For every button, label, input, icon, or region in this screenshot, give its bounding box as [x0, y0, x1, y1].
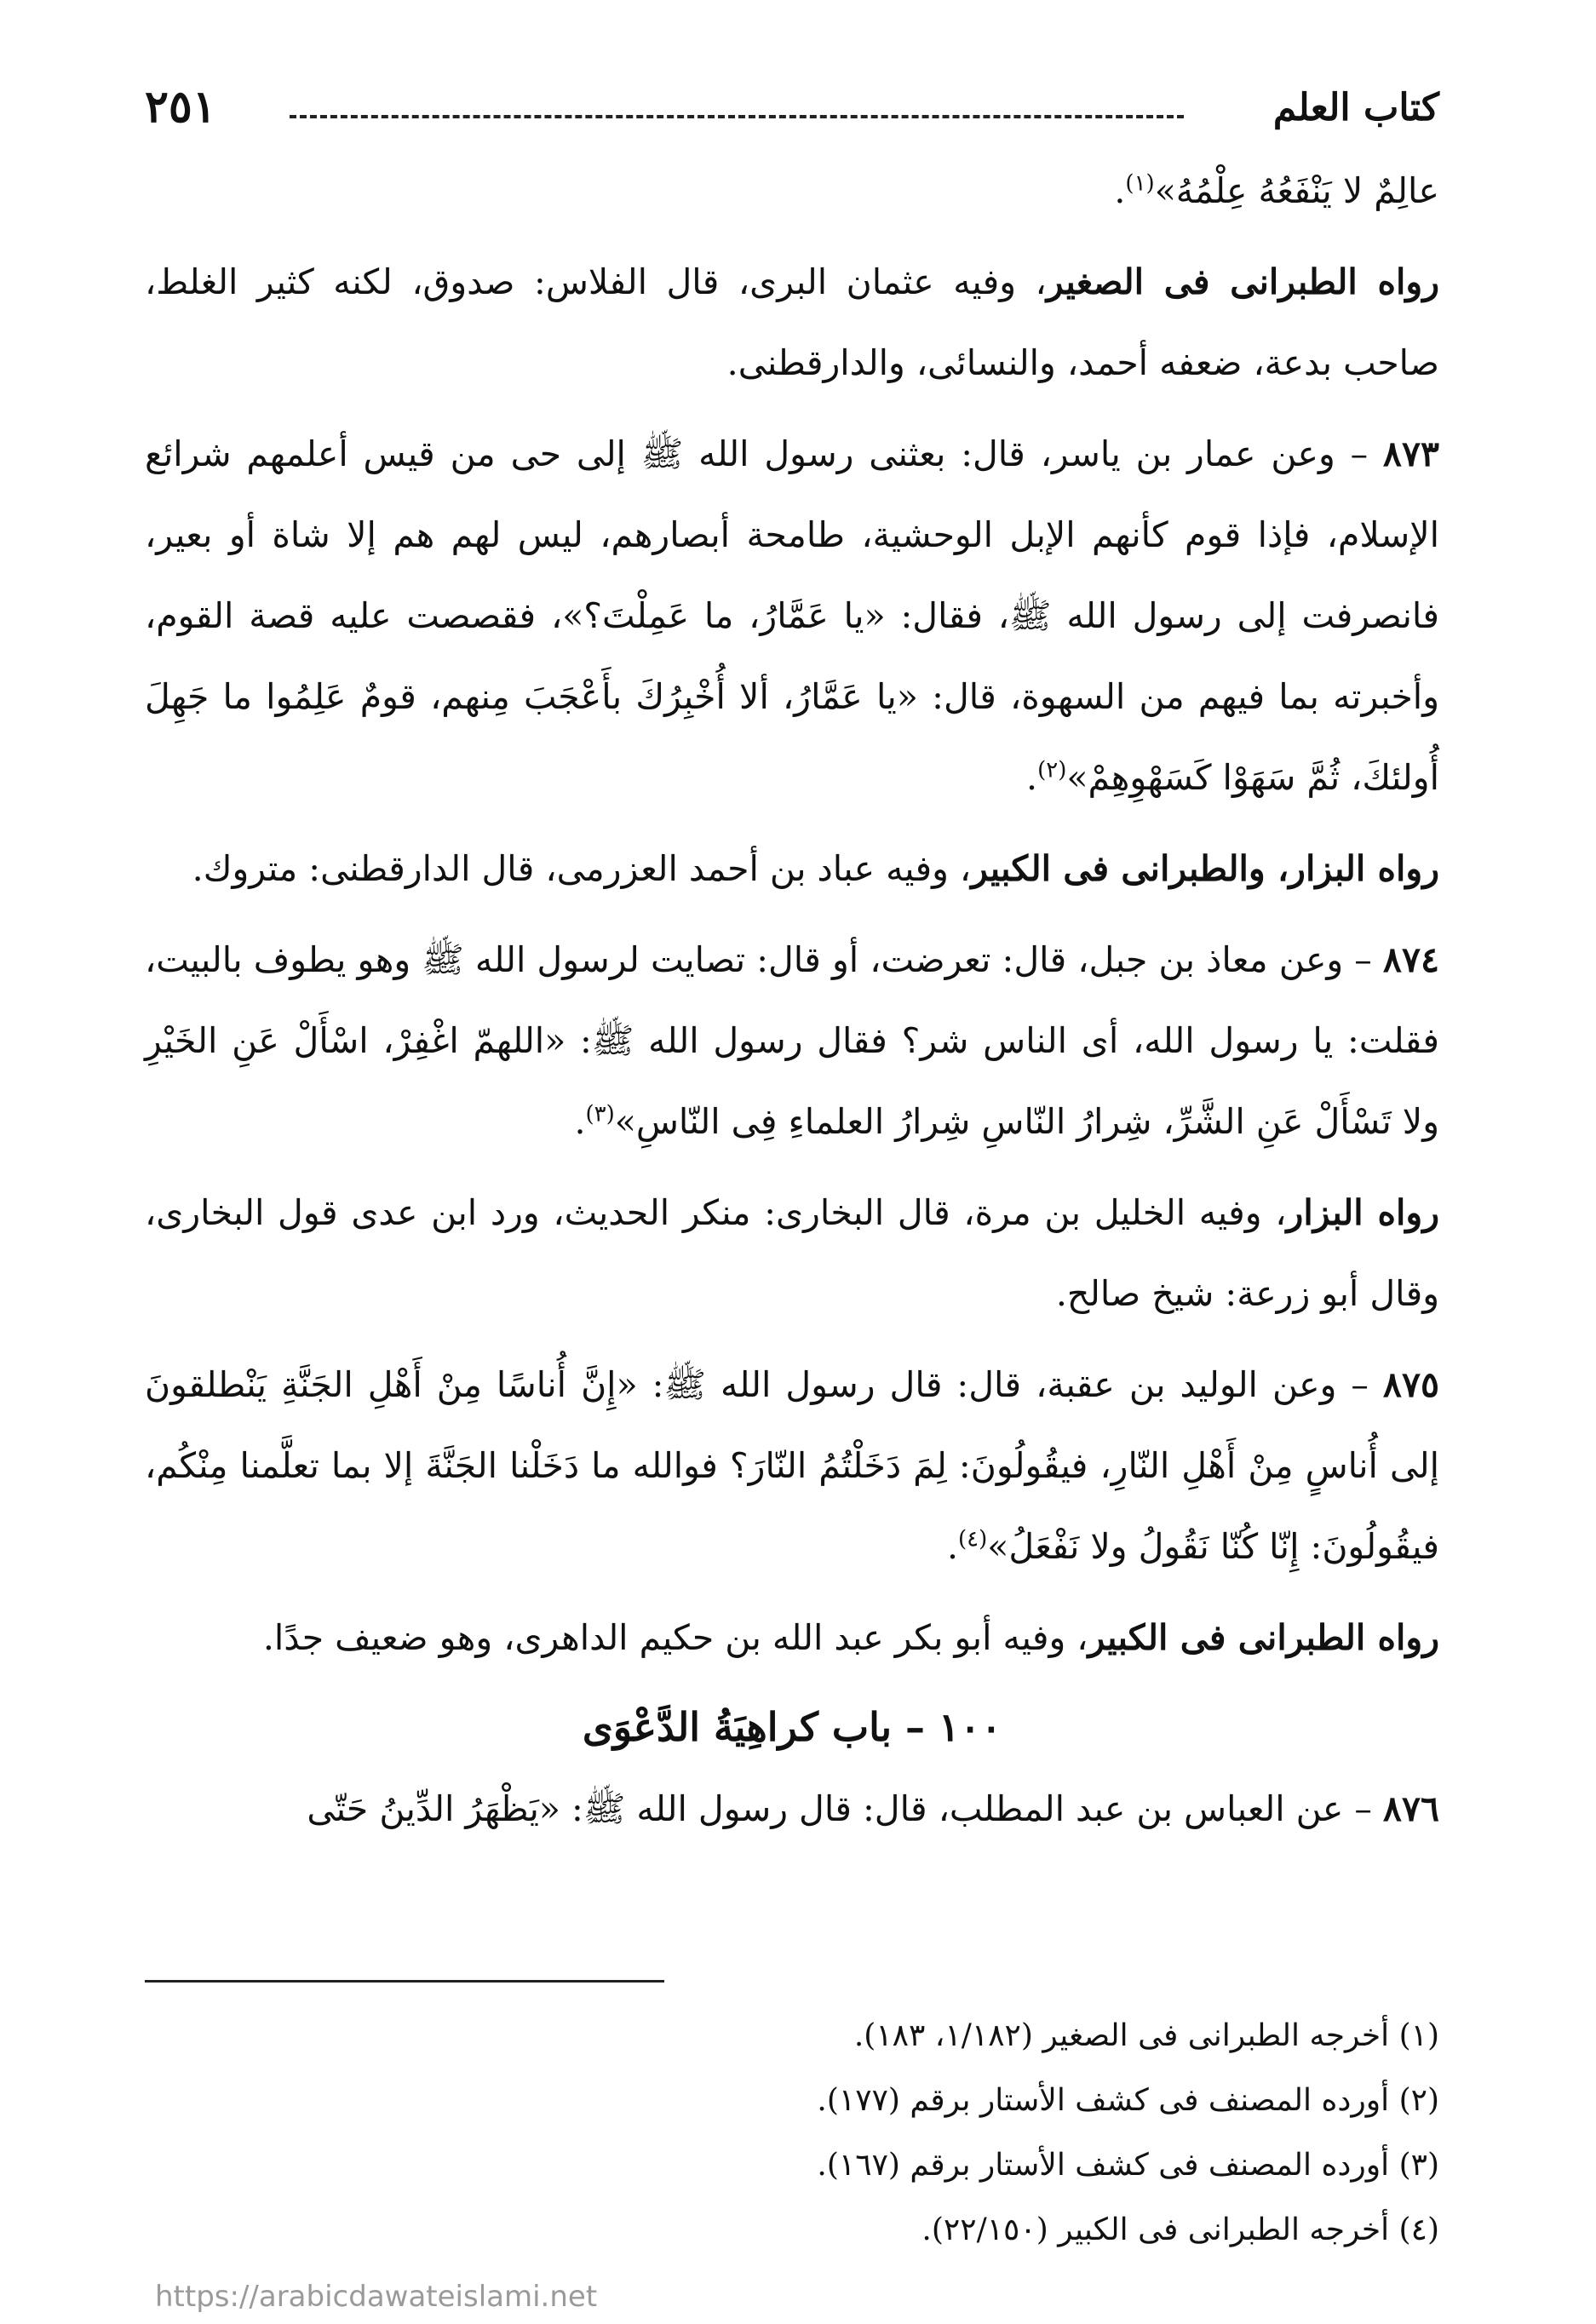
- paragraph: عالِمٌ لا يَنْفَعُهُ عِلْمُهُ»$^{(١)}$.: [1114, 170, 1439, 211]
- footnote-ref: (٢): [1037, 757, 1067, 783]
- footnote: (٤) أخرجه الطبرانى فى الكبير (٢٢/١٥٠).: [921, 2212, 1439, 2247]
- footnotes: [145, 2004, 1439, 2263]
- paragraph: رواه البزار، والطبرانى فى الكبير، وفيه عباد بن أحمد العزرمى، قال الدارقطنى: متروك.: [192, 848, 1439, 889]
- footnote-ref: (٤): [958, 1526, 988, 1552]
- footnote-ref: (١): [1125, 170, 1155, 197]
- source-lead: رواه الطبرانى فى الصغير: [1046, 261, 1440, 302]
- main-text: [145, 151, 1439, 1860]
- source-lead: رواه الطبرانى فى الكبير: [1088, 1617, 1439, 1658]
- footnote: (٢) أورده المصنف فى كشف الأستار برقم (١٧٧).: [817, 2083, 1439, 2118]
- hadith-number: ٨٧٥: [1382, 1364, 1439, 1405]
- footnote: (١) أخرجه الطبرانى فى الصغير (١/١٨٢، ١٨٣).: [853, 2018, 1439, 2053]
- footnote-ref: (٣): [585, 1101, 615, 1128]
- paragraph: رواه الطبرانى فى الصغير، وفيه عثمان البرى، قال الفلاس: صدوق، لكنه كثير الغلط، صاحب بدعة، ضعفه أحمد، والنسائى، والدارقطنى.: [145, 261, 1440, 383]
- book-title: كتاب العلم: [1272, 86, 1439, 129]
- running-header: [145, 81, 1439, 149]
- hadith-number: ٨٧٣: [1382, 433, 1439, 474]
- hadith-paragraph: ٨٧٤ – وعن معاذ بن جبل، قال: تعرضت، أو قال: تصايت لرسول الله ﷺ وهو يطوف بالبيت، فقلت: يا رسول الله، أى الناس شر؟ فقال رسول الله ﷺ: «اللهمّ اغْفِرْ، اسْأَلْ عَنِ الخَيْرِ ولا تَسْأَلْ عَنِ الشَّرِّ، شِرارُ النّاسِ شِرارُ العلماءِ فِى النّاسِ»$^{(٣)}$.: [145, 939, 1439, 1142]
- watermark-url: https://arabicdawateislami.net: [155, 2280, 598, 2314]
- hadith-paragraph: ٨٧٦ – عن العباس بن عبد المطلب، قال: قال رسول الله ﷺ: «يَظْهَرُ الدِّينُ حَتّى: [307, 1788, 1439, 1829]
- footnote-divider: [145, 1980, 664, 1983]
- section-heading: ١٠٠ – باب كراهِيَةُ الدَّعْوَى: [582, 1704, 1002, 1750]
- document-page: [145, 81, 1440, 2314]
- source-lead: رواه البزار: [1286, 1192, 1440, 1233]
- paragraph: رواه الطبرانى فى الكبير، وفيه أبو بكر عبد الله بن حكيم الداهرى، وهو ضعيف جدًا.: [262, 1617, 1439, 1658]
- hadith-paragraph: ٨٧٥ – وعن الوليد بن عقبة، قال: قال رسول الله ﷺ: «إِنَّ أُناسًا مِنْ أَهْلِ الجَنَّةِ يَنْطلقونَ إلى أُناسٍ مِنْ أَهْلِ النّارِ، فيقُولُونَ: لِمَ دَخَلْتُمُ النّارَ؟ فوالله ما دَخَلْنا الجَنَّةَ إلا بما تعلَّمنا مِنْكُم، فيقُولُونَ: إِنّا كُنّا نَقُولُ ولا نَفْعَلُ»$^{(٤)}$.: [145, 1364, 1439, 1567]
- paragraph: رواه البزار، وفيه الخليل بن مرة، قال البخارى: منكر الحديث، ورد ابن عدى قول البخارى، وقال أبو زرعة: شيخ صالح.: [145, 1192, 1440, 1314]
- page-number: ٢٥١: [145, 81, 216, 133]
- footnote: (٣) أورده المصنف فى كشف الأستار برقم (١٦٧).: [817, 2148, 1439, 2183]
- source-lead: رواه البزار، والطبرانى فى الكبير: [971, 848, 1439, 889]
- hadith-number: ٨٧٤: [1382, 939, 1439, 980]
- hadith-paragraph: ٨٧٣ – وعن عمار بن ياسر، قال: بعثنى رسول الله ﷺ إلى حى من قيس أعلمهم شرائع الإسلام، فإذا قوم كأنهم الإبل الوحشية، طامحة أبصارهم، ليس لهم هم إلا شاة أو بعير، فانصرفت إلى رسول الله ﷺ، فقال: «يا عَمَّارُ، ما عَمِلْتَ؟»، فقصصت عليه قصة القوم، وأخبرته بما فيهم من السهوة، قال: «يا عَمَّارُ، ألا أُخْبِرُكَ بأَعْجَبَ مِنهم، قومٌ عَلِمُوا ما جَهِلَ أُولئكَ، ثُمَّ سَهَوْا كَسَهْوِهِمْ»$^{(٢)}$.: [145, 433, 1439, 798]
- hadith-number: ٨٧٦: [1382, 1788, 1439, 1829]
- header-dashed-rule: [290, 115, 1184, 118]
